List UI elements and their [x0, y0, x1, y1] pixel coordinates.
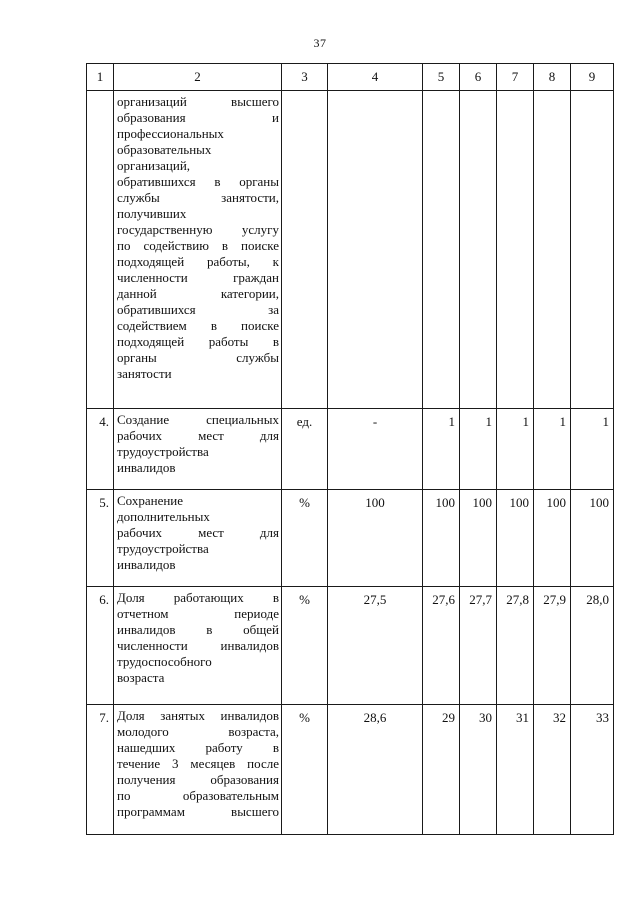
description-line: нашедших работу в	[117, 740, 279, 755]
row-number	[87, 91, 114, 409]
value-cell-6: 30	[460, 705, 497, 835]
value-cell-9: 100	[571, 490, 614, 587]
value-cell-7	[497, 91, 534, 409]
description-line: государственную услугу	[117, 222, 279, 237]
description-line: Сохранение	[117, 493, 184, 508]
value-cell-8: 100	[534, 490, 571, 587]
header-cell-9: 9	[571, 64, 614, 91]
indicator-description	[114, 91, 282, 409]
description-line: молодого возраста,	[117, 724, 279, 739]
indicator-description	[114, 587, 282, 705]
value-cell-9: 33	[571, 705, 614, 835]
row-number: 5.	[87, 490, 114, 587]
description-line: организаций высшего	[117, 94, 279, 109]
header-cell-7: 7	[497, 64, 534, 91]
description-line: данной категории,	[117, 286, 279, 301]
value-cell-9	[571, 91, 614, 409]
header-cell-1: 1	[87, 64, 114, 91]
description-line: занятости	[117, 366, 172, 381]
value-cell-4	[328, 91, 423, 409]
value-cell-7: 1	[497, 409, 534, 490]
indicator-description	[114, 490, 282, 587]
value-cell-8: 1	[534, 409, 571, 490]
description-line: инвалидов	[117, 557, 176, 572]
description-line: образовательных	[117, 142, 212, 157]
value-cell-5: 100	[423, 490, 460, 587]
value-cell-4: 100	[328, 490, 423, 587]
indicators-table	[86, 63, 614, 835]
value-cell-7: 100	[497, 490, 534, 587]
header-cell-4: 4	[328, 64, 423, 91]
row-number: 7.	[87, 705, 114, 835]
value-cell-4: -	[328, 409, 423, 490]
description-line: инвалидов	[117, 460, 176, 475]
description-line: обратившихся за	[117, 302, 279, 317]
table-row	[87, 409, 614, 490]
value-cell-4: 27,5	[328, 587, 423, 705]
table-row	[87, 490, 614, 587]
description-line: получивших	[117, 206, 187, 221]
value-cell-8: 32	[534, 705, 571, 835]
value-cell-8: 27,9	[534, 587, 571, 705]
value-cell-7: 31	[497, 705, 534, 835]
description-line: рабочих мест для	[117, 525, 279, 540]
header-cell-2: 2	[114, 64, 282, 91]
description-line: подходящей работы в	[117, 334, 279, 349]
unit-cell: %	[282, 705, 328, 835]
description-line: возраста	[117, 670, 165, 685]
value-cell-6	[460, 91, 497, 409]
value-cell-5: 29	[423, 705, 460, 835]
description-line: подходящей работы, к	[117, 254, 279, 269]
description-line: трудоустройства	[117, 444, 209, 459]
unit-cell: %	[282, 587, 328, 705]
value-cell-4: 28,6	[328, 705, 423, 835]
description-line: профессиональных	[117, 126, 224, 141]
unit-cell	[282, 91, 328, 409]
header-cell-8: 8	[534, 64, 571, 91]
table-header-row	[87, 64, 614, 91]
description-line: по содействию в поиске	[117, 238, 279, 253]
description-line: органы службы	[117, 350, 279, 365]
value-cell-8	[534, 91, 571, 409]
description-line: инвалидов в общей	[117, 622, 279, 637]
table-row	[87, 587, 614, 705]
header-cell-5: 5	[423, 64, 460, 91]
description-line: организаций,	[117, 158, 191, 173]
table-row	[87, 91, 614, 409]
value-cell-7: 27,8	[497, 587, 534, 705]
header-cell-3: 3	[282, 64, 328, 91]
description-line: численности инвалидов	[117, 638, 279, 653]
value-cell-6: 100	[460, 490, 497, 587]
description-line: Доля работающих в	[117, 590, 279, 605]
description-line: течение 3 месяцев после	[117, 756, 279, 771]
row-number: 6.	[87, 587, 114, 705]
value-cell-6: 27,7	[460, 587, 497, 705]
header-cell-6: 6	[460, 64, 497, 91]
value-cell-5: 1	[423, 409, 460, 490]
unit-cell: %	[282, 490, 328, 587]
description-line: образования и	[117, 110, 279, 125]
unit-cell: ед.	[282, 409, 328, 490]
description-line: обратившихся в органы	[117, 174, 279, 189]
page-number: 37	[313, 36, 327, 50]
indicator-description	[114, 705, 282, 835]
description-line: содействием в поиске	[117, 318, 279, 333]
description-line: службы занятости,	[117, 190, 279, 205]
table-row	[87, 705, 614, 835]
value-cell-5	[423, 91, 460, 409]
description-line: трудоустройства	[117, 541, 209, 556]
description-line: отчетном периоде	[117, 606, 279, 621]
description-line: Создание специальных	[117, 412, 279, 427]
description-line: по образовательным	[117, 788, 279, 803]
description-line: трудоспособного	[117, 654, 212, 669]
description-line: рабочих мест для	[117, 428, 279, 443]
row-number: 4.	[87, 409, 114, 490]
indicator-description	[114, 409, 282, 490]
description-line: Доля занятых инвалидов	[117, 708, 279, 723]
description-line: численности граждан	[117, 270, 279, 285]
value-cell-5: 27,6	[423, 587, 460, 705]
description-line: получения образования	[117, 772, 279, 787]
value-cell-9: 1	[571, 409, 614, 490]
value-cell-6: 1	[460, 409, 497, 490]
description-line: дополнительных	[117, 509, 210, 524]
description-line: программам высшего	[117, 804, 279, 819]
value-cell-9: 28,0	[571, 587, 614, 705]
